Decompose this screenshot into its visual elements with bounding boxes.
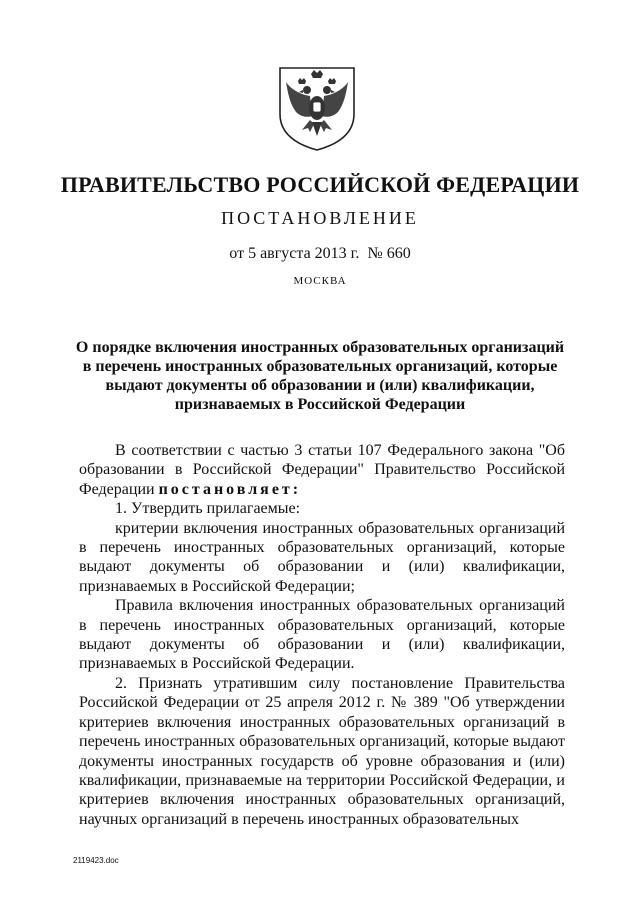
item-1-rules: Правила включения иностранных образовательных организаций в перечень иностранных образовательных организаций, которые выдают документы об образовании и (или) квалификации, признаваемых в Российской Федерации.: [79, 597, 565, 673]
document-type: ПОСТАНОВЛЕНИЕ: [221, 208, 419, 228]
document-date-line: [0, 245, 640, 263]
document-city: МОСКВА: [293, 275, 347, 287]
item-1-criteria: критерии включения иностранных образовательных организаций в перечень иностранных образовательных организаций, которые выдают документы об образовании и (или) квалификации, признаваемых в Российской Федерации;: [79, 519, 565, 595]
intro-text: В соответствии с частью 3 статьи 107 Федерального закона "Об образовании в Российской Федерации" Правительство Российской Федерации: [79, 442, 565, 498]
intro-paragraph: [79, 441, 565, 499]
document-date: от 5 августа 2013 г.: [229, 245, 360, 262]
coat-of-arms-icon: [274, 64, 360, 152]
document-number: № 660: [367, 245, 411, 262]
document-body: [79, 441, 565, 829]
item-1: 1. Утвердить прилагаемые:: [115, 500, 301, 518]
item-2: 2. Признать утратившим силу постановление Правительства Российской Федерации от 25 апреля 2012 г. № 389 "Об утверждении критериев включения иностранных образовательных организаций в перечень иностранных образовательных организаций, которые выдают документы иностранных государств об уровне образования и (или) квалификации, признаваемые на территории Российской Федерации, и критериев включения иностранных образовательных организаций, научных организаций в перечень иностранных образовательных: [79, 674, 565, 828]
government-name: ПРАВИТЕЛЬСТВО РОССИЙСКОЙ ФЕДЕРАЦИИ: [60, 172, 580, 197]
footer-file-name: 2119423.doc: [73, 856, 119, 865]
document-title: О порядке включения иностранных образовательных организаций в перечень иностранных образовательных организаций, которые выдают документы об образовании и (или) квалификации, признаваемых в Российской Федерации: [75, 339, 565, 413]
decree-word: постановляет:: [158, 480, 302, 498]
